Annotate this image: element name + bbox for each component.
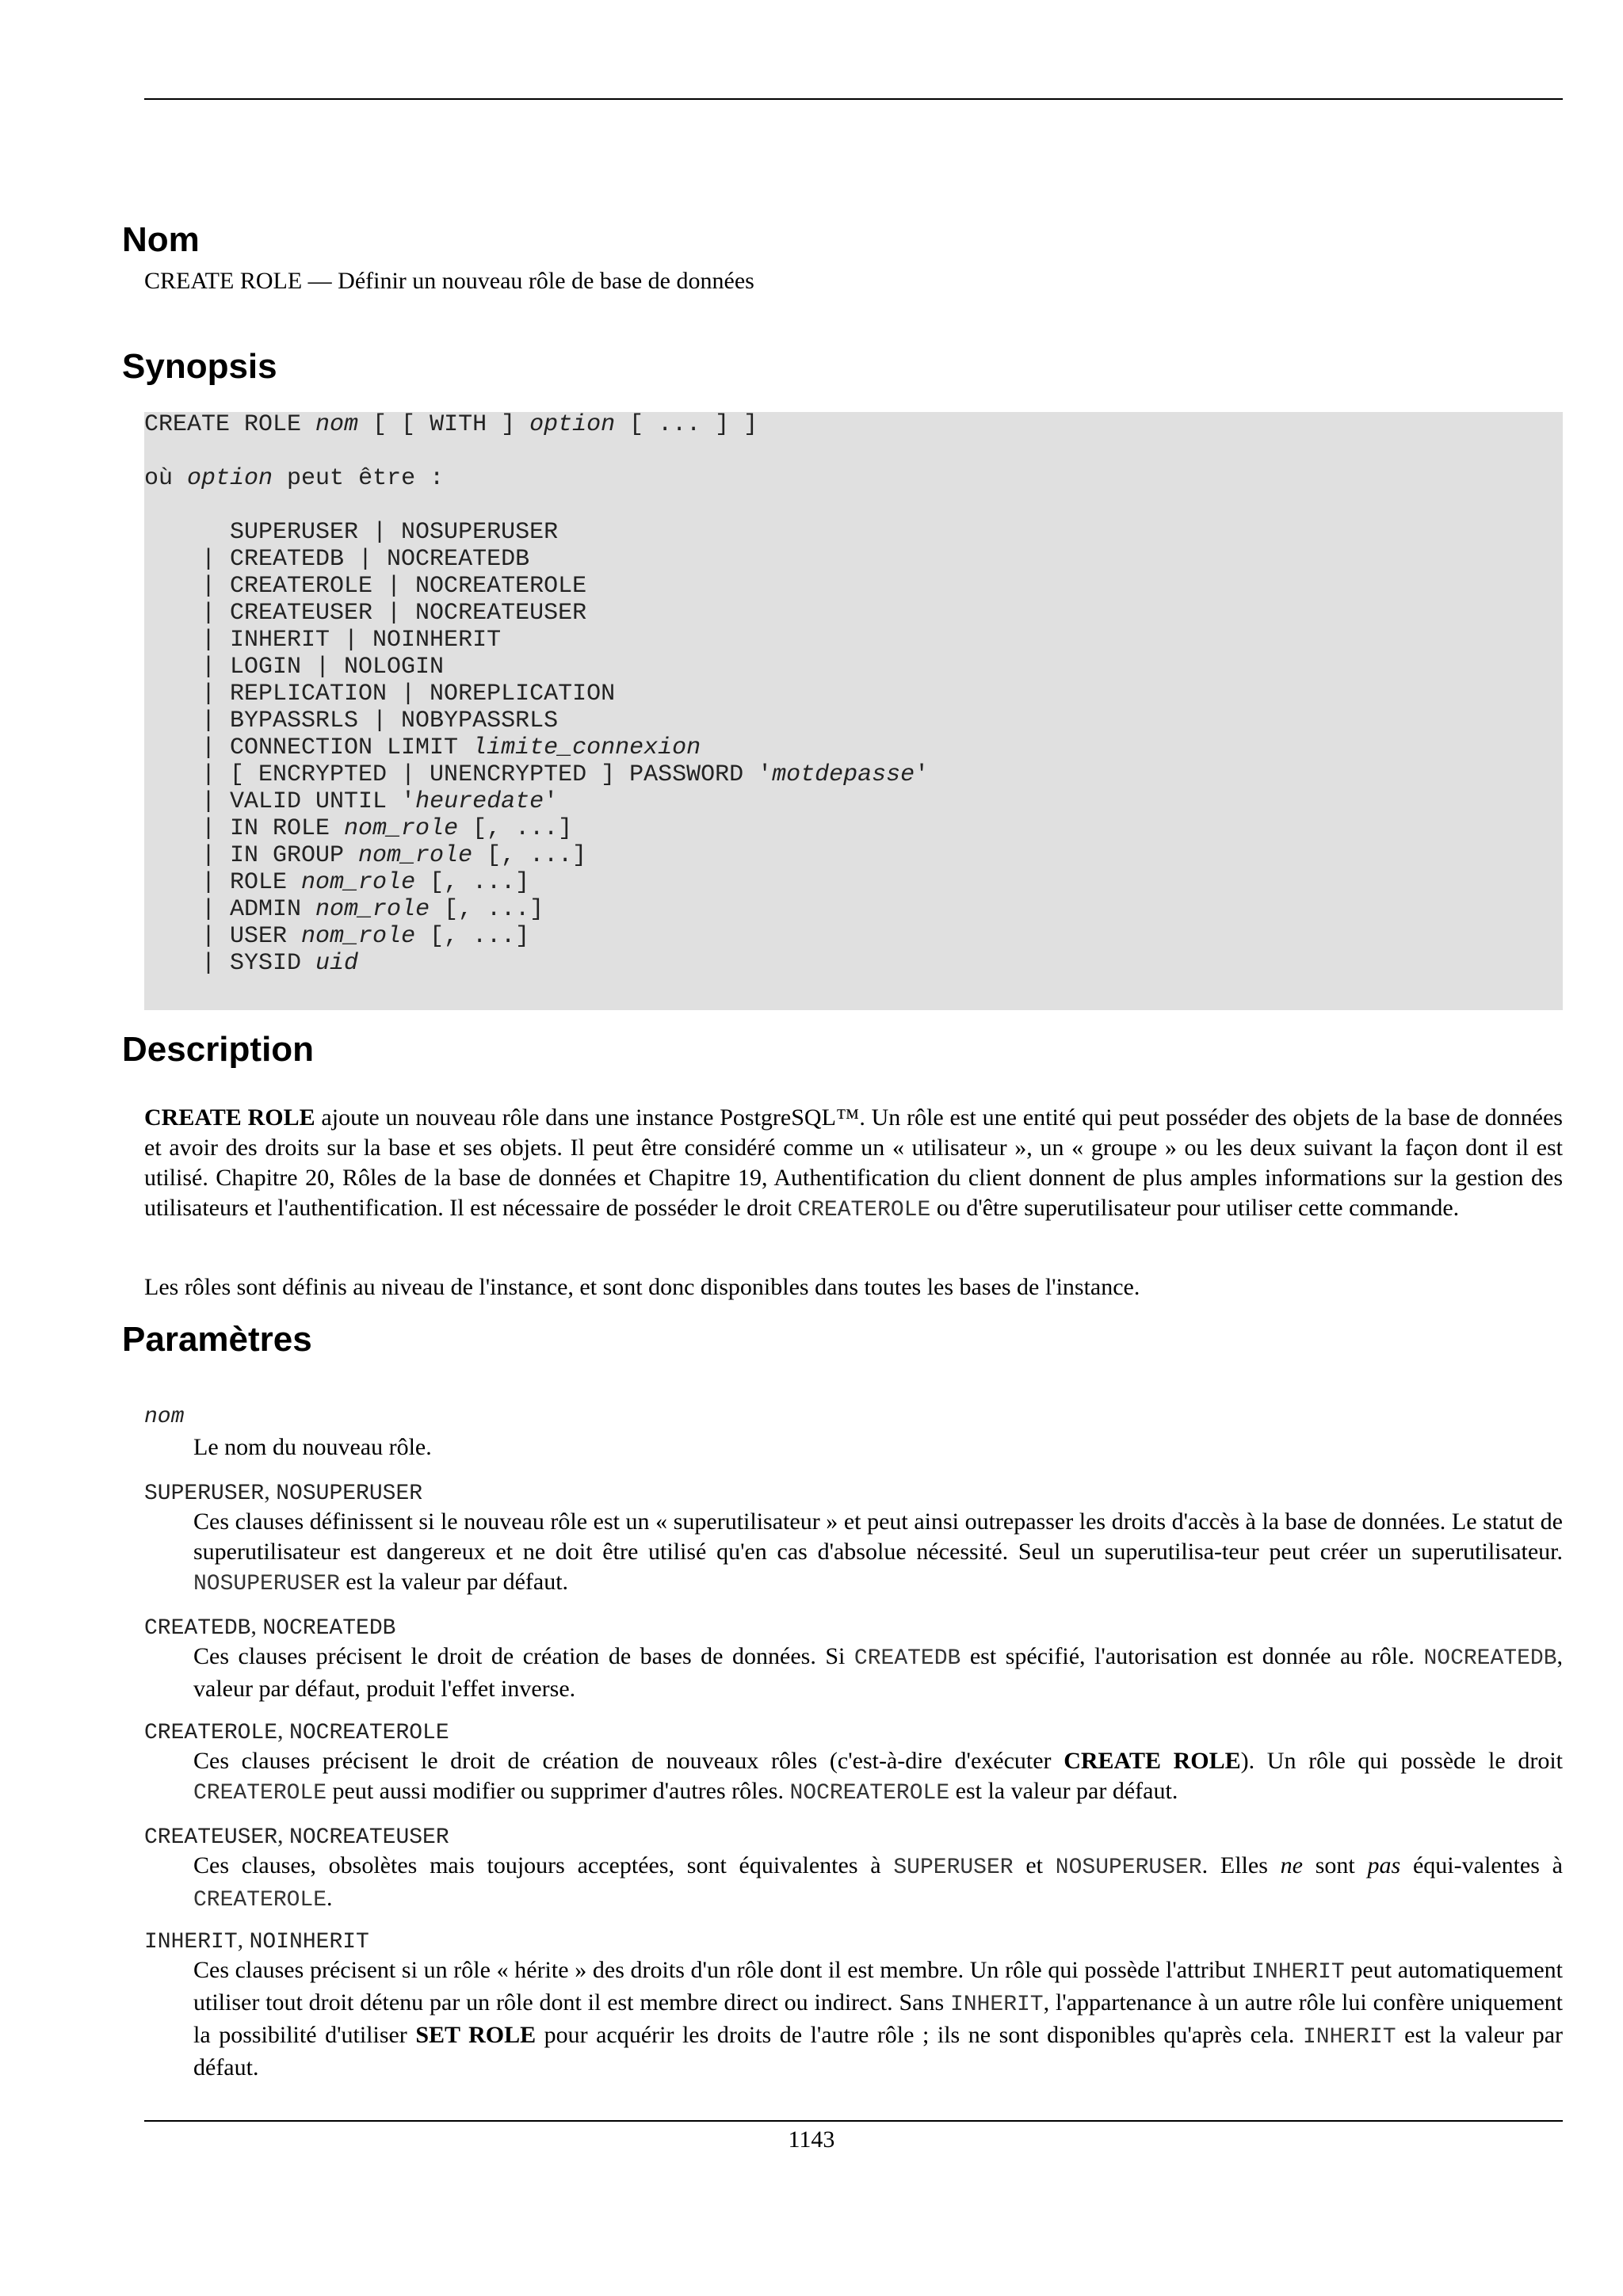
param-def-superuser: Ces clauses définissent si le nouveau rôle est un « superutilisateur » et peut ainsi outrepasser les droits d'accès à la base de données. Le statut de superutilisateur est dangereux et ne doit être utilisé qu'en cas d'absolue nécessité. Seul un superutilisa-teur peut créer un superutilisateur. NOSUPERUSER est la valeur par défaut. xyxy=(193,1508,1563,1596)
synopsis-option: | CREATEROLE | NOCREATEROLE xyxy=(144,573,587,600)
header-rule xyxy=(144,98,1563,100)
synopsis-line: CREATE ROLE nom [ [ WITH ] option [ ... ] ] xyxy=(144,411,758,438)
synopsis-line: où option peut être : xyxy=(144,465,445,492)
description-paragraph: Les rôles sont définis au niveau de l'instance, et sont donc disponibles dans toutes les bases de l'instance. xyxy=(144,1274,1140,1300)
footer-rule xyxy=(144,2120,1563,2122)
param-term-inherit: INHERIT, NOINHERIT xyxy=(144,1927,369,1955)
param-def-inherit: Ces clauses précisent si un rôle « hérite » des droits d'un rôle dont il est membre. Un rôle qui possède l'attribut INHERIT peut automatiquement utiliser tout droit détenu par un rôle dont il est membre direct ou indirect. Sans INHERIT, l'appartenance à un autre rôle lui confère uniquement la possibilité d'utiliser SET ROLE pour acquérir les droits de l'autre rôle ; ils ne sont disponibles qu'après cela. INHERIT est la valeur par défaut. xyxy=(193,1957,1564,2081)
synopsis-option: | CREATEUSER | NOCREATEUSER xyxy=(144,600,587,627)
synopsis-option: | VALID UNTIL 'heuredate' xyxy=(144,788,559,815)
synopsis-option: | ROLE nom_role [, ...] xyxy=(144,869,530,896)
synopsis-option: | ADMIN nom_role [, ...] xyxy=(144,896,544,923)
synopsis-option: | LOGIN | NOLOGIN xyxy=(144,654,445,681)
synopsis-option: | INHERIT | NOINHERIT xyxy=(144,627,502,654)
synopsis-option: | REPLICATION | NOREPLICATION xyxy=(144,681,616,707)
synopsis-option: SUPERUSER | NOSUPERUSER xyxy=(144,519,559,546)
section-heading-parametres: Paramètres xyxy=(122,1320,312,1359)
param-def-createrole: Ces clauses précisent le droit de création de nouveaux rôles (c'est-à-dire d'exécuter CREATE ROLE). Un rôle qui possède le droit CREATEROLE peut aussi modifier ou supprimer d'autres rôles. NOCREATEROLE est la valeur par défaut. xyxy=(193,1748,1563,1806)
section-heading-nom: Nom xyxy=(122,220,200,259)
param-def-nom: Le nom du nouveau rôle. xyxy=(193,1434,432,1460)
section-heading-synopsis: Synopsis xyxy=(122,347,277,386)
param-term-nom: nom xyxy=(144,1405,185,1429)
synopsis-option: | IN ROLE nom_role [, ...] xyxy=(144,815,573,842)
page-number: 1143 xyxy=(788,2126,835,2153)
synopsis-option: | [ ENCRYPTED | UNENCRYPTED ] PASSWORD 'motdepasse' xyxy=(144,761,930,788)
param-term-createrole: CREATEROLE, NOCREATEROLE xyxy=(144,1718,449,1745)
param-def-createdb: Ces clauses précisent le droit de création de bases de données. Si CREATEDB est spécifié, l'autorisation est donnée au rôle. NOCREATEDB, valeur par défaut, produit l'effet inverse. xyxy=(193,1643,1563,1702)
command-summary: CREATE ROLE — Définir un nouveau rôle de base de données xyxy=(144,268,754,294)
synopsis-option: | SYSID uid xyxy=(144,950,359,977)
param-term-createuser: CREATEUSER, NOCREATEUSER xyxy=(144,1822,449,1850)
synopsis-option: | BYPASSRLS | NOBYPASSRLS xyxy=(144,707,559,734)
section-heading-description: Description xyxy=(122,1030,315,1069)
param-def-createuser: Ces clauses, obsolètes mais toujours acceptées, sont équivalentes à SUPERUSER et NOSUPERUSER. Elles ne sont pas équi-valentes à CREATEROLE. xyxy=(193,1852,1563,1913)
description-paragraph: CREATE ROLE ajoute un nouveau rôle dans une instance PostgreSQL™. Un rôle est une entité qui peut posséder des objets de la base de données et avoir des droits sur la base et ses objets. Il peut être considéré comme un « utilisateur », un « groupe » ou les deux suivant la façon dont il est utilisé. Chapitre 20, Rôles de la base de données et Chapitre 19, Authentification du client donnent de plus amples informations sur la gestion des utilisateurs et l'authentification. Il est nécessaire de posséder le droit CREATEROLE ou d'être superutilisateur pour utiliser cette commande. xyxy=(144,1104,1563,1222)
synopsis-option: | CONNECTION LIMIT limite_connexion xyxy=(144,734,701,761)
param-term-createdb: CREATEDB, NOCREATEDB xyxy=(144,1613,396,1641)
param-term-superuser: SUPERUSER, NOSUPERUSER xyxy=(144,1478,423,1506)
synopsis-option: | IN GROUP nom_role [, ...] xyxy=(144,842,587,869)
synopsis-option: | USER nom_role [, ...] xyxy=(144,923,530,950)
synopsis-option: | CREATEDB | NOCREATEDB xyxy=(144,546,530,573)
